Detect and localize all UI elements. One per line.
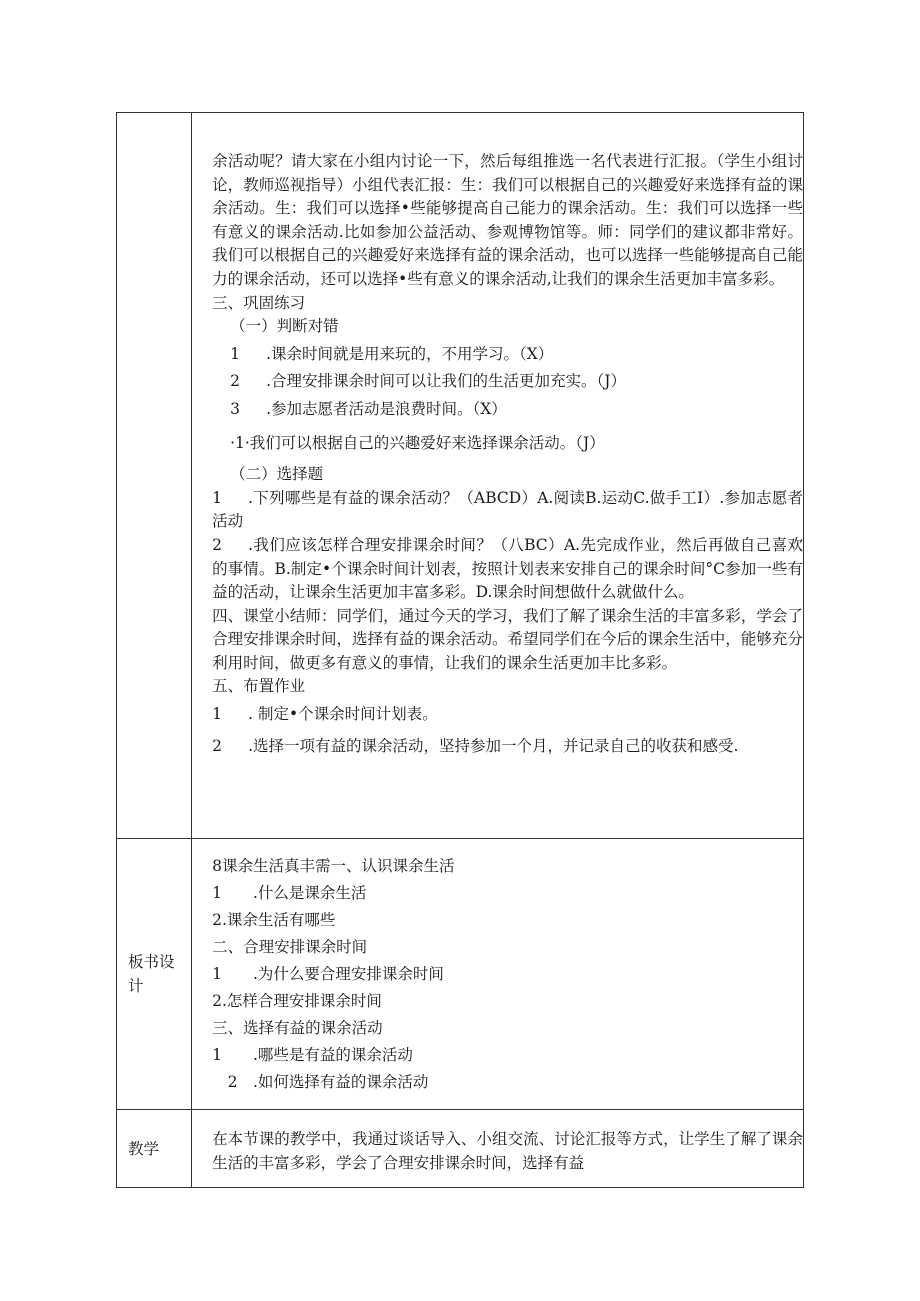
choice-item: 2 .我们应该怎样合理安排课余时间？（八BC）A.先完成作业，然后再做自己喜欢的事情。B.制定•个课余时间计划表，按照计划表来安排自己的课余时间°C参加一些有益的活动，让课余生活更加丰富多彩。D.课余时间想做什么就做什么。 (212, 535, 803, 602)
board-line: 2 .如何选择有益的课余活动 (212, 1073, 429, 1091)
choice-item: 1 .下列哪些是有益的课余活动？（ABCD）A.阅读B.运动C.做手工I）.参加志愿者活动 (212, 488, 803, 531)
homework-item: 1 . 制定•个课余时间计划表。 (212, 705, 438, 724)
board-label: 板书设计 (128, 953, 175, 995)
judge-item: 3 .参加志愿者活动是浪费时间。（X） (230, 399, 507, 418)
board-line: 1 .哪些是有益的课余活动 (212, 1046, 413, 1064)
lesson-plan-table (116, 112, 804, 1188)
board-line: 1 .为什么要合理安排课余时间 (212, 965, 444, 983)
lesson-process-row (117, 113, 804, 839)
board-design-row (117, 839, 804, 1110)
choice-title: （二）选择题 (230, 465, 324, 484)
judge-item: 1 .课余时间就是用来玩的，不用学习。（X） (230, 344, 554, 363)
board-label-cell (117, 839, 192, 1110)
board-line: 2.怎样合理安排课余时间 (212, 992, 382, 1010)
homework-title: 五、布置作业 (212, 677, 306, 696)
reflection-label: 教学 (128, 1139, 160, 1158)
board-line: 2.课余生活有哪些 (212, 911, 336, 929)
board-line: 三、选择有益的课余活动 (212, 1019, 383, 1037)
judge-item-4: ·1·我们可以根据自己的兴趣爱好来选择课余活动。（J） (230, 433, 605, 452)
judge-title: （一）判断对错 (230, 317, 339, 336)
board-line: 8课余生活真丰需一、认识课余生活 (212, 857, 455, 875)
lesson-process-cell (192, 113, 804, 839)
reflection-cell (192, 1110, 804, 1188)
judge-item: 2 .合理安排课余时间可以让我们的生活更加充实。（J） (230, 372, 626, 391)
homework-item: 2 .选择一项有益的课余活动，坚持参加一个月，并记录自己的收获和感受. (212, 736, 739, 755)
board-line: 1 .什么是课余生活 (212, 884, 367, 902)
empty-label-cell (117, 113, 192, 839)
section3-title: 三、巩固练习 (212, 293, 306, 312)
board-design-cell (192, 839, 804, 1110)
reflection-label-cell (117, 1110, 192, 1188)
reflection-row (117, 1110, 804, 1188)
board-line: 二、合理安排课余时间 (212, 938, 368, 956)
intro-paragraph: 余活动呢？请大家在小组内讨论一下，然后每组推选一名代表进行汇报。（学生小组讨论，教师巡视指导）小组代表汇报：生：我们可以根据自己的兴趣爱好来选择有益的课余活动。生：我们可以选择•些能够提高自己能力的课余活动。生：我们可以选择一些有意义的课余活动.比如参加公益活动、参观博物馆等。师：同学们的建议都非常好。我们可以根据自己的兴趣爱好来选择有益的课余活动，也可以选择一些能够提高自己能力的课余活动，还可以选择•些有意义的课余活动,让我们的课余生活更加丰富多彩。 (212, 152, 803, 288)
reflection-text: 在本节课的教学中，我通过谈话导入、小组交流、讨论汇报等方式，让学生了解了课余生活的丰富多彩，学会了合理安排课余时间，选择有益 (212, 1130, 803, 1172)
summary-paragraph: 四、课堂小结师：同学们，通过今天的学习，我们了解了课余生活的丰富多彩，学会了合理安排课余时间，选择有益的课余活动。希望同学们在今后的课余生活中，能够充分利用时间，做更多有意义的事情，让我们的课余生活更加丰比多彩。 (212, 606, 803, 672)
